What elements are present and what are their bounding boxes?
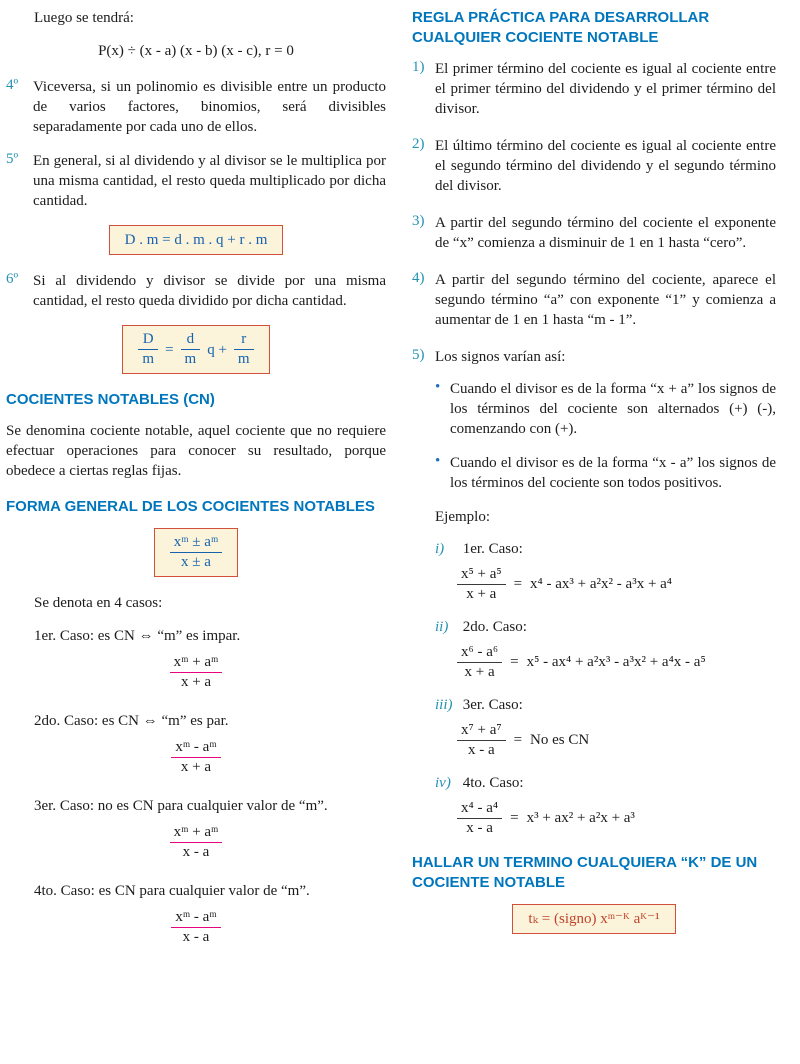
polynomial-divisibility-formula: P(x) ÷ (x - a) (x - b) (x - c), r = 0 [98,43,294,59]
formula-box-tk [512,904,675,934]
q-plus-text: q + [207,341,227,358]
fraction-denominator: x - a [170,842,223,861]
case-3 [6,796,386,861]
formula-box-division [122,325,269,374]
sign-bullet-2 [435,453,776,493]
case-fraction-wrap [6,739,386,776]
fraction-denominator: x ± a [170,552,223,571]
case-fraction [171,739,220,776]
item-text: En general, si al dividendo y al divisor se le multiplica por una misma cantidad, el resto queda multiplicado por dicha cantidad. [33,153,386,209]
example-marker: ii) [435,619,449,635]
item-marker: 6º [6,271,19,287]
item-text: Viceversa, si un polinomio es divisible entre un producto de varios factores, binomios, será divisibles separadamente por cada uno de ellos. [33,79,386,135]
case-label: 2do. Caso: es CN ⇔ “m” es par. [34,713,229,729]
example-label: 2do. Caso: [462,619,527,635]
equals-sign: = [513,576,523,592]
example-result: x⁵ - ax⁴ + a²x³ - a³x² + a⁴x - a⁵ [526,654,706,670]
rule-text: El último término del cociente es igual al cociente entre el segundo término del dividendo y el segundo término del divisor. [435,138,776,194]
example-result: x³ + ax² + a²x + a³ [526,810,635,826]
heading-cocientes-notables: COCIENTES NOTABLES (CN) [6,391,215,408]
rule-text: Los signos varían así: [435,349,566,365]
example-i [435,539,776,603]
general-form-fraction [170,534,223,571]
denota-text: Se denota en 4 casos: [34,595,163,611]
fraction-numerator: xᵐ + aᵐ [173,654,219,670]
example-fraction [457,566,506,603]
formula-text: D . m = d . m . q + r . m [124,232,268,248]
example-ii [435,617,776,681]
bullet-icon: • [435,379,441,395]
fraction-denominator: x + a [171,757,220,776]
equals-sign: = [510,810,519,826]
example-equation [457,722,776,759]
bullet-icon: • [435,453,441,469]
case-fraction [171,909,220,946]
case-label: 3er. Caso: no es CN para cualquier valor de “m”. [34,798,328,814]
equals-sign: = [165,341,174,358]
example-result: No es CN [530,732,590,748]
left-column [6,8,386,1064]
case-4 [6,881,386,946]
fraction-numerator: x⁶ - a⁶ [461,644,499,660]
equals-sign: = [510,654,519,670]
rule-5 [412,347,776,367]
fraction-denominator: x - a [457,740,506,759]
fraction-denominator: x + a [170,672,223,691]
case-1 [6,626,386,691]
right-column [412,8,776,1064]
fraction-D-m [138,331,158,368]
rule-marker: 5) [412,347,425,363]
formula-box-general [154,528,239,577]
heading-regla-practica: REGLA PRÁCTICA PARA DESARROLLAR CUALQUIER COCIENTE NOTABLE [412,9,710,46]
formula-box-dm-wrap [6,225,386,255]
formula-box-general-wrap [6,528,386,577]
example-iii [435,695,776,759]
equals-sign: = [513,732,523,748]
example-fraction [457,644,502,681]
bullet-text: Cuando el divisor es de la forma “x - a” los signos de los términos del cociente son todos positivos. [450,455,776,491]
cocientes-notables-paragraph: Se denomina cociente notable, aquel cociente que no requiere efectuar operaciones para conocer su resultado, porque obedece a ciertas reglas fijas. [6,423,386,479]
rule-4 [412,270,776,330]
case-fraction [170,654,223,691]
formula-box-dm [109,225,284,255]
tk-formula-text: tₖ = (signo) xᵐ⁻ᴷ aᴷ⁻¹ [528,911,660,927]
example-marker: iv) [435,775,451,791]
fraction-numerator: xᵐ + aᵐ [173,824,219,840]
example-equation [457,644,776,681]
example-head [435,695,776,715]
formula-box-division-wrap [6,325,386,374]
numbered-item-5 [6,151,386,211]
ejemplo-label: Ejemplo: [435,509,490,525]
example-result: x⁴ - ax³ + a²x² - a³x + a⁴ [530,576,673,592]
example-fraction [457,800,502,837]
fraction-numerator: D [142,331,154,347]
case-label: 4to. Caso: es CN para cualquier valor de “m”. [34,883,310,899]
fraction-numerator: x⁵ + a⁵ [461,566,502,582]
fraction-denominator: x + a [457,584,506,603]
example-head [435,617,776,637]
fraction-denominator: x - a [171,927,220,946]
fraction-denominator: m [138,349,158,368]
rule-2 [412,136,776,196]
fraction-numerator: x⁴ - a⁴ [461,800,499,816]
rule-3 [412,213,776,253]
example-marker: i) [435,541,445,557]
numbered-item-4 [6,77,386,137]
bullet-text: Cuando el divisor es de la forma “x + a” los signos de los términos del cociente son alternados (+) (-), comenzando con (+). [450,381,776,437]
example-label: 1er. Caso: [462,541,523,557]
rule-marker: 2) [412,136,425,152]
case-fraction [170,824,223,861]
case-fraction-wrap [6,824,386,861]
item-marker: 5º [6,151,19,167]
rule-marker: 3) [412,213,425,229]
fraction-denominator: x + a [457,662,502,681]
case-fraction-wrap [6,654,386,691]
example-head [435,539,776,559]
fraction-r-m [234,331,254,368]
fraction-denominator: m [181,349,201,368]
fraction-numerator: xᵐ - aᵐ [175,909,217,925]
fraction-denominator: m [234,349,254,368]
item-text: Si al dividendo y divisor se divide por una misma cantidad, el resto queda dividido por dicha cantidad. [33,273,386,309]
heading-forma-general: FORMA GENERAL DE LOS COCIENTES NOTABLES [6,498,375,515]
rule-marker: 1) [412,59,425,75]
example-equation [457,800,776,837]
example-marker: iii) [435,697,453,713]
fraction-denominator: x - a [457,818,502,837]
numbered-item-6 [6,271,386,311]
fraction-numerator: d [186,331,195,347]
example-label: 4to. Caso: [462,775,524,791]
fraction-d-m [181,331,201,368]
fraction-numerator: xᵐ - aᵐ [175,739,217,755]
fraction-numerator: xᵐ ± aᵐ [173,534,219,550]
rule-marker: 4) [412,270,425,286]
heading-hallar-termino: HALLAR UN TERMINO CUALQUIERA “K” DE UN COCIENTE NOTABLE [412,854,758,891]
sign-bullet-1 [435,379,776,439]
rule-text: A partir del segundo término del cociente el exponente de “x” comienza a disminuir de 1 en 1 hasta “cero”. [435,215,776,251]
rule-1 [412,59,776,119]
case-fraction-wrap [6,909,386,946]
example-label: 3er. Caso: [462,697,523,713]
rule-text: El primer término del cociente es igual al cociente entre el primer término del dividendo y el primer término del divisor. [435,61,776,117]
example-fraction [457,722,506,759]
example-head [435,773,776,793]
case-2 [6,711,386,776]
fraction-numerator: x⁷ + a⁷ [461,722,502,738]
item-marker: 4º [6,77,19,93]
intro-text: Luego se tendrá: [34,10,134,26]
example-equation [457,566,776,603]
example-iv [435,773,776,837]
rule-text: A partir del segundo término del cociente, aparece el segundo término “a” con exponente “1” y comienza a aumentar de 1 en 1 hasta “m - 1”. [435,272,776,328]
fraction-numerator: r [241,331,247,347]
case-label: 1er. Caso: es CN ⇔ “m” es impar. [34,628,241,644]
formula-box-tk-wrap [412,904,776,934]
